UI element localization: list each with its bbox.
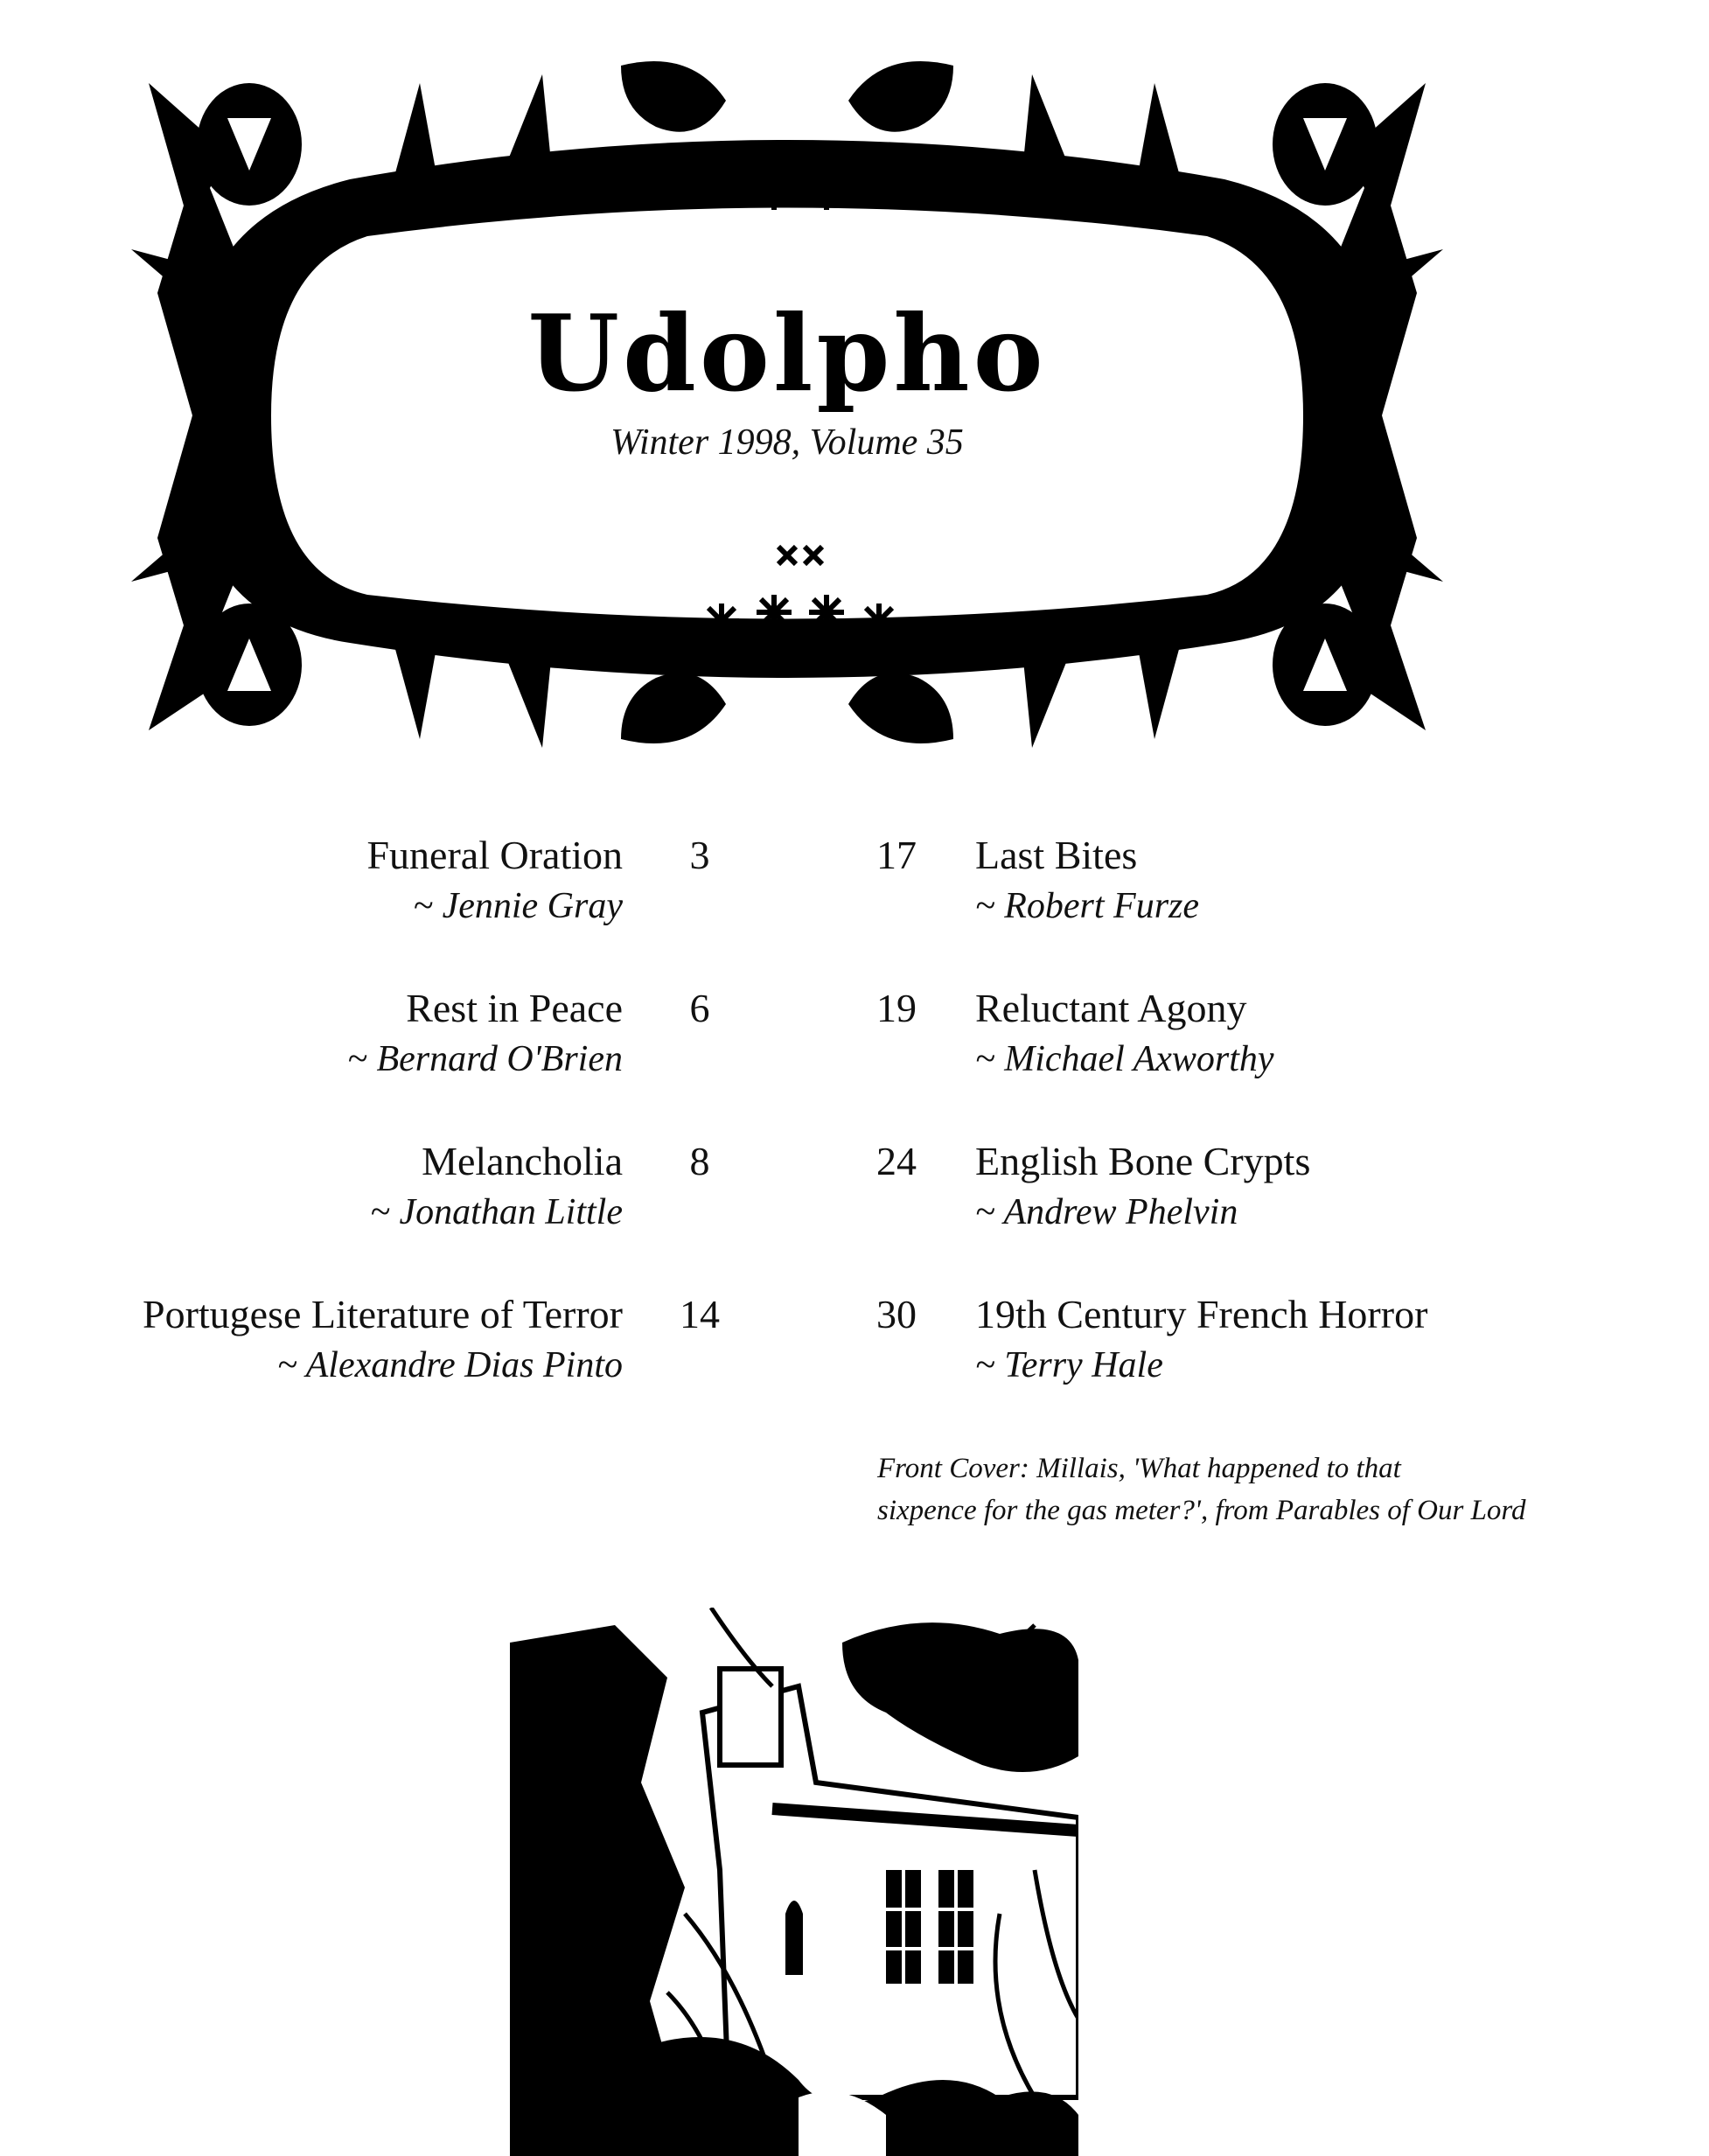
entry-page-number: 24 (876, 1139, 917, 1183)
entry-author: ~ Bernard O'Brien (347, 1039, 623, 1079)
entry-title: 19th Century French Horror (975, 1292, 1428, 1336)
chapel-photo-icon (510, 1608, 1078, 2156)
entry-title: English Bone Crypts (975, 1139, 1311, 1183)
entry-title: Rest in Peace (406, 986, 623, 1030)
entry-author: ~ Michael Axworthy (975, 1039, 1274, 1079)
cover-credit (877, 1448, 1691, 1532)
entry-page-number: 14 (680, 1292, 720, 1336)
entry-page-number: 30 (876, 1292, 917, 1336)
entry-page-number: 8 (689, 1139, 710, 1183)
entry-author: ~ Andrew Phelvin (975, 1192, 1238, 1232)
masthead (131, 48, 1443, 757)
entry-title: Funeral Oration (366, 833, 623, 877)
cover-credit-line: Front Cover: Millais, 'What happened to that (877, 1453, 1401, 1484)
entry-page-number: 3 (689, 833, 710, 877)
entry-author: ~ Alexandre Dias Pinto (277, 1345, 623, 1385)
entry-title: Reluctant Agony (975, 986, 1247, 1030)
entry-title: Portugese Literature of Terror (143, 1292, 623, 1336)
entry-author: ~ Jonathan Little (370, 1192, 623, 1232)
entry-author: ~ Robert Furze (975, 886, 1200, 926)
entry-title: Melancholia (422, 1139, 623, 1183)
chapel-photograph (510, 1608, 1078, 2156)
magazine-title: Udolpho (527, 292, 1047, 415)
issue-date: Winter 1998, Volume 35 (610, 422, 964, 463)
entry-author: ~ Jennie Gray (413, 886, 623, 926)
entry-page-number: 17 (876, 833, 917, 877)
entry-page-number: 19 (876, 986, 917, 1030)
entry-title: Last Bites (975, 833, 1138, 877)
cover-credit-line: sixpence for the gas meter?', from Parables of Our Lord (877, 1495, 1526, 1526)
entry-page-number: 6 (689, 986, 710, 1030)
entry-author: ~ Terry Hale (975, 1345, 1163, 1385)
